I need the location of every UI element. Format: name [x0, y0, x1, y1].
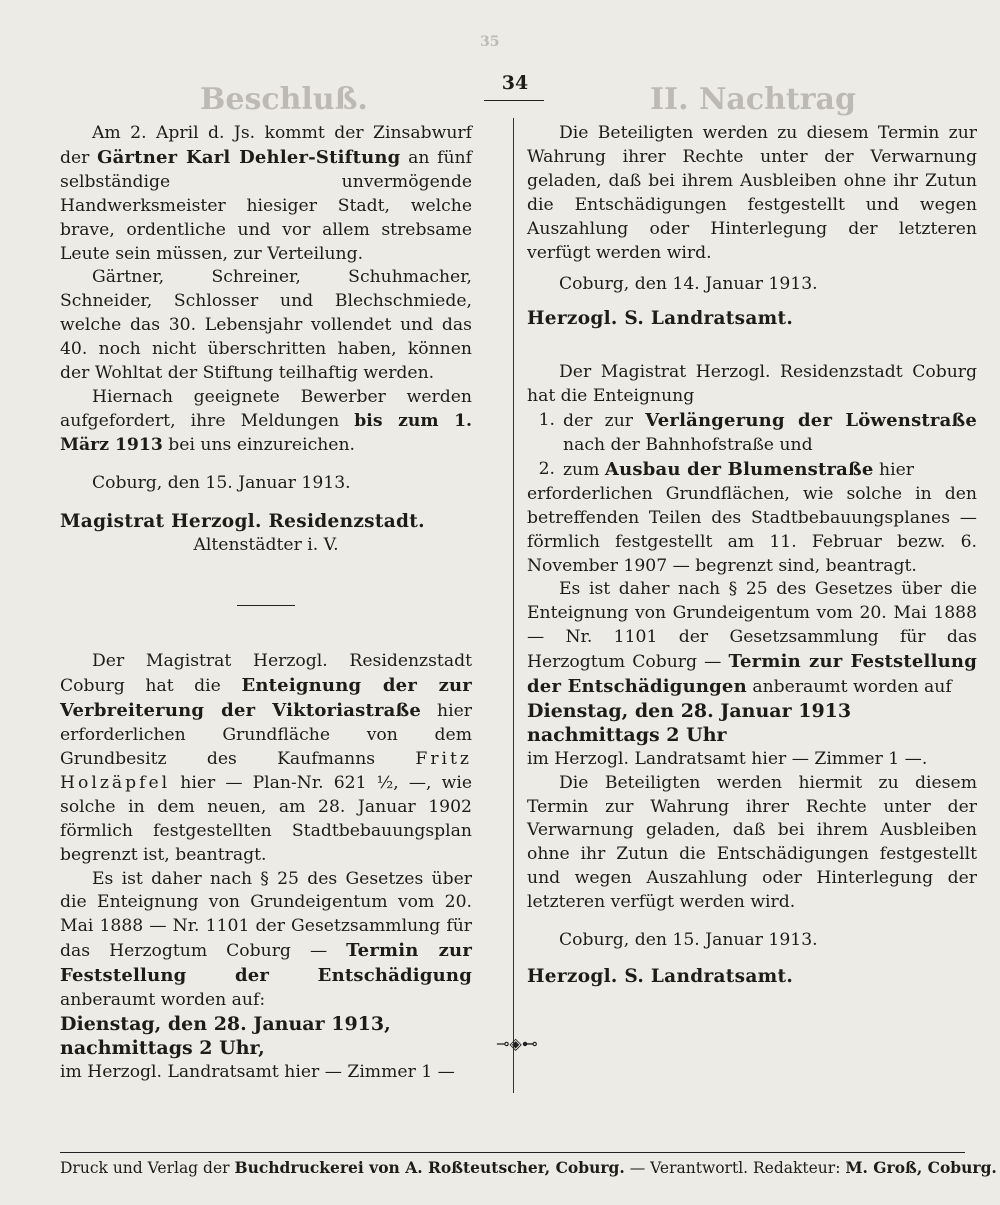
printer-name: Buchdruckerei von A. Roßteutscher, Coburg. [234, 1158, 625, 1177]
bleed-through-right-heading: II. Nachtrag [650, 82, 856, 117]
left-column [60, 122, 472, 1085]
viktoriastrasse-title: Enteignung der zur Verbreiterung der Viktoriastraße [60, 675, 472, 722]
viktoriastrasse-date: Dienstag, den 28. Januar 1913, [60, 1013, 391, 1035]
stiftung-signature-sub: Altenstädter i. V. [193, 534, 339, 555]
page-number: 34 [501, 72, 529, 94]
viktoriastrasse-paragraph-3: Die Beteiligten werden zu diesem Termin zur Wahrung ihrer Rechte unter der Verwarnung geladen, daß bei ihrem Ausbleiben ohne ihr Zutun die Entschädigungen festgestellt und wegen Auszahlung oder Hinterlegung der letzteren verfügt werden wird. [527, 123, 977, 263]
right-column [527, 122, 977, 989]
loewenstrasse-paragraph-3: Die Beteiligten werden hiermit zu diesem Termin zur Wahrung ihrer Rechte unter der Verwarnung geladen, daß bei ihrem Ausbleiben ohne ihr Zutun die Entschädigungen festgestellt und wegen Auszahlung oder Hinterlegung der letzteren verfügt werden wird. [527, 772, 977, 913]
page-number-rule [484, 100, 544, 101]
owner-name: Fritz Holzäpfel [60, 749, 472, 793]
loewenstrasse-date: Dienstag, den 28. Januar 1913 [527, 699, 852, 722]
stiftung-place-date: Coburg, den 15. Januar 1913. [92, 472, 351, 493]
ornament-divider: ⊸◈⊷ [496, 1034, 538, 1053]
landratsamt-signature-1: Herzogl. S. Landratsamt. [527, 308, 794, 330]
stiftung-paragraph-2: Gärtner, Schreiner, Schuhmacher, Schneider, Schlosser und Blechschmiede, welche das 30. Lebensjahr vollendet und das 40. noch nicht überschritten haben, können der Wohltat der Stiftung teilhaftig werden. [60, 267, 472, 384]
column-divider [513, 118, 514, 1093]
viktoriastrasse-paragraph-1: Der Magistrat Herzogl. Residenzstadt Coburg hat die Enteignung der zur Verbreiterung der Viktoriastraße hier erforderlichen Grundfläche von dem Grundbesitz des Kaufmanns Fritz Holzäpfel hier — Plan-Nr. 621 ½, —, wie solche in dem neuen, am 28. Januar 1902 förmlich festgestellten Stadtbebauungsplan begrenzt ist, beantragt. [60, 651, 472, 865]
stiftung-paragraph-3: Hiernach geeignete Bewerber werden aufgefordert, ihre Meldungen bis zum 1. März 1913 bei uns einzureichen. [60, 386, 473, 455]
viktoriastrasse-time: nachmittags 2 Uhr, [60, 1036, 265, 1059]
stiftung-name: Gärtner Karl Dehler-Stiftung [97, 146, 401, 168]
editor-name: M. Groß, Coburg. [845, 1158, 997, 1177]
loewenstrasse-paragraph-1: erforderlichen Grundflächen, wie solche in den betreffenden Teilen des Stadtbebauungsplanes — förmlich festgestellt am 11. Februar bezw. 6. November 1907 — begrenzt sind, beantragt. [527, 483, 977, 576]
bleed-through-page-number: 35 [480, 34, 500, 50]
loewenstrasse-time: nachmittags 2 Uhr [527, 723, 727, 746]
viktoriastrasse-place-date: Coburg, den 14. Januar 1913. [559, 274, 818, 295]
loewenstrasse-paragraph-2: Es ist daher nach § 25 des Gesetzes über die Enteignung von Grundeigentum vom 20. Mai 1888 — Nr. 1101 der Gesetzsammlung für das Herzogtum Coburg — Termin zur Feststellung der Entschädigungen anberaumt worden auf [527, 579, 977, 698]
section-rule [237, 605, 295, 606]
viktoriastrasse-paragraph-2: Es ist daher nach § 25 des Gesetzes über die Enteignung von Grundeigentum vom 20. Mai 1888 — Nr. 1101 der Gesetzsammlung für das Herzogtum Coburg — Termin zur Feststellung der Entschädigung anberaumt worden auf: [60, 868, 472, 1011]
stiftung-signature: Magistrat Herzogl. Residenzstadt. [60, 510, 425, 532]
loewenstrasse-title: Verlängerung der Löwenstraße [645, 410, 977, 432]
enteignung-item-1: 1. der zur Verlängerung der Löwenstraße nach der Bahnhofstraße und [538, 410, 977, 455]
imprint-footer: Druck und Verlag der Buchdruckerei von A. Roßteutscher, Coburg. — Verantwortl. Redakteur: M. Groß, Coburg. [60, 1158, 997, 1177]
viktoriastrasse-location: im Herzogl. Landratsamt hier — Zimmer 1 — [60, 1061, 455, 1082]
loewenstrasse-location: im Herzogl. Landratsamt hier — Zimmer 1 —. [527, 748, 928, 769]
loewenstrasse-place-date: Coburg, den 15. Januar 1913. [559, 930, 818, 951]
loewenstrasse-intro: Der Magistrat Herzogl. Residenzstadt Coburg hat die Enteignung [527, 362, 977, 407]
footer-rule [60, 1152, 965, 1153]
stiftung-paragraph-1: Am 2. April d. Js. kommt der Zinsabwurf der Gärtner Karl Dehler-Stiftung an fünf selbständige unvermögende Handwerksmeister hiesiger Stadt, welche brave, ordentliche und vor allem strebsame Leute sein müssen, zur Verteilung. [60, 123, 472, 264]
blumenstrasse-title: Ausbau der Blumenstraße [604, 458, 874, 480]
bleed-through-left-heading: Beschluß. [200, 82, 368, 117]
enteignung-item-2: 2. zum Ausbau der Blumenstraße hier [538, 458, 914, 480]
landratsamt-signature-2: Herzogl. S. Landratsamt. [527, 966, 794, 987]
